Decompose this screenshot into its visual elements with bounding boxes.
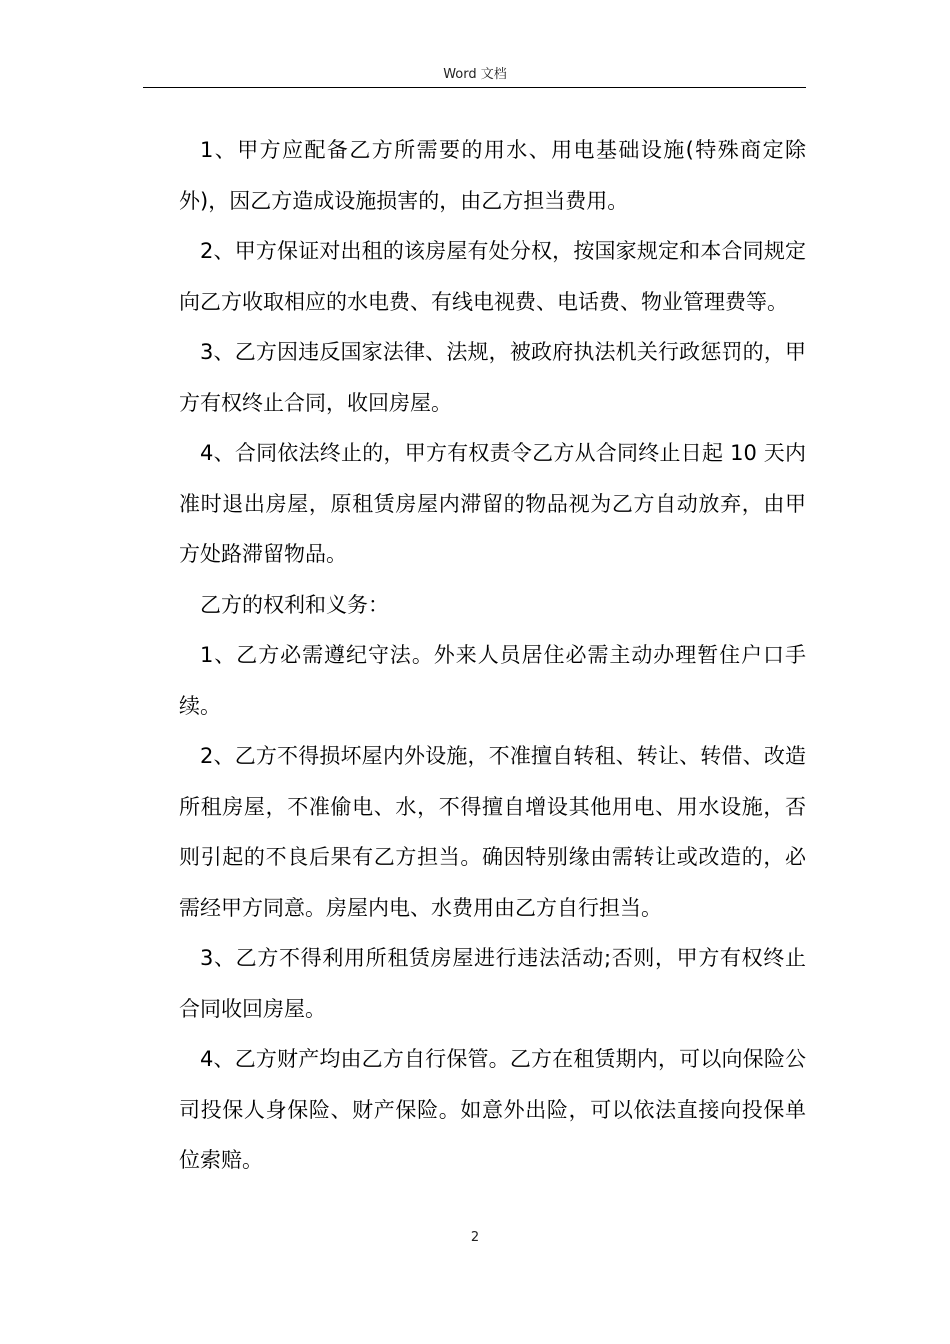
header-divider [143,87,806,88]
paragraph-landlord-4: 4、合同依法终止的，甲方有权责令乙方从合同终止日起 10 天内准时退出房屋，原租赁房屋内滞留的物品视为乙方自动放弃，由甲方处路滞留物品。 [179,441,806,566]
paragraph-landlord-2: 2、甲方保证对出租的该房屋有处分权，按国家规定和本合同规定向乙方收取相应的水电费、有线电视费、电话费、物业管理费等。 [179,239,806,314]
paragraph-landlord-1: 1、甲方应配备乙方所需要的用水、用电基础设施(特殊商定除外)，因乙方造成设施损害的，由乙方担当费用。 [179,138,806,213]
paragraph-tenant-3: 3、乙方不得利用所租赁房屋进行违法活动;否则，甲方有权终止合同收回房屋。 [179,946,806,1021]
paragraph-tenant-1: 1、乙方必需遵纪守法。外来人员居住必需主动办理暂住户口手续。 [179,643,806,718]
page-number: 2 [470,1230,480,1245]
paragraph-tenant-4: 4、乙方财产均由乙方自行保管。乙方在租赁期内，可以向保险公司投保人身保险、财产保险。如意外出险，可以依法直接向投保单位索赔。 [179,1047,806,1172]
section-heading-tenant-rights: 乙方的权利和义务： [200,592,389,617]
header-title: Word 文档 [443,67,507,82]
paragraph-tenant-2: 2、乙方不得损坏屋内外设施，不准擅自转租、转让、转借、改造所租房屋，不准偷电、水，不得擅自增设其他用电、用水设施，否则引起的不良后果有乙方担当。确因特别缘由需转让或改造的，必需经甲方同意。房屋内电、水费用由乙方自行担当。 [179,744,806,920]
document-body [179,125,806,1186]
paragraph-landlord-3: 3、乙方因违反国家法律、法规，被政府执法机关行政惩罚的，甲方有权终止合同，收回房屋。 [179,340,806,415]
